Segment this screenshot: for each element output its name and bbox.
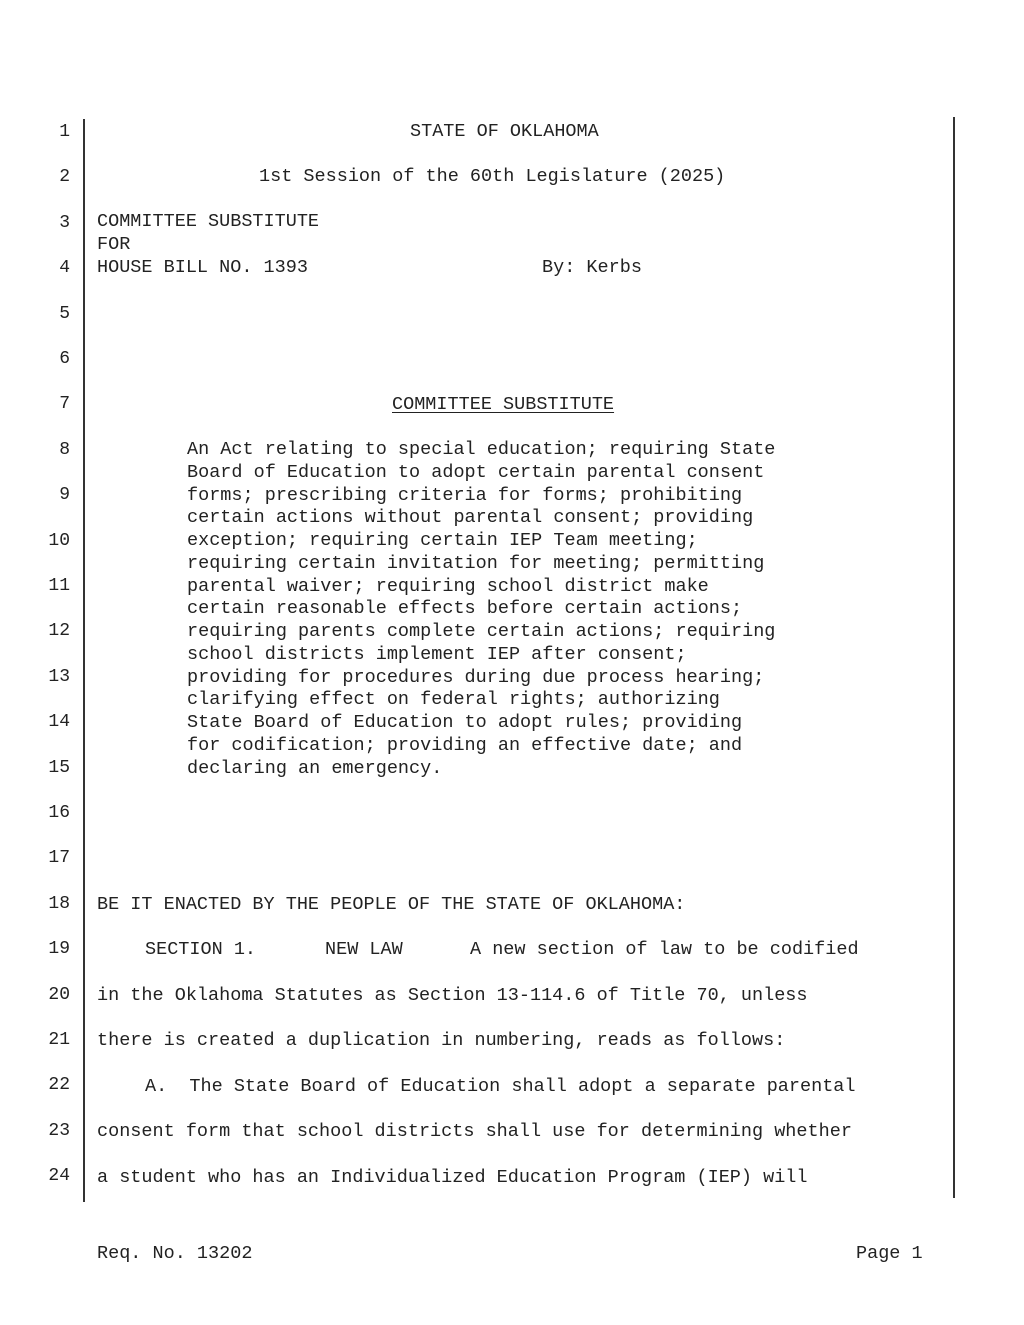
act-title-line: declaring an emergency. bbox=[187, 757, 443, 779]
committee-substitute-heading: COMMITTEE SUBSTITUTE bbox=[392, 394, 615, 415]
session-title: 1st Session of the 60th Legislature (2025) bbox=[259, 166, 726, 187]
section-line: A. The State Board of Education shall adopt a separate parental bbox=[145, 1076, 856, 1097]
section-type: NEW LAW bbox=[325, 939, 403, 960]
section-text-start: A new section of law to be codified bbox=[470, 939, 859, 960]
line-number: 13 bbox=[48, 666, 70, 687]
line-number: 15 bbox=[48, 757, 70, 778]
enacting-clause: BE IT ENACTED BY THE PEOPLE OF THE STATE OF OKLAHOMA: bbox=[97, 894, 686, 915]
line-number: 10 bbox=[48, 530, 70, 551]
line-number: 20 bbox=[48, 984, 70, 1005]
line-number: 12 bbox=[48, 621, 70, 642]
line-number: 16 bbox=[48, 803, 70, 823]
line-number: 18 bbox=[48, 893, 70, 914]
line-number: 8 bbox=[59, 439, 70, 460]
act-title-line: providing for procedures during due process hearing; bbox=[187, 666, 765, 688]
committee-substitute-label: COMMITTEE SUBSTITUTE bbox=[97, 211, 320, 232]
act-title-line: certain actions without parental consent; providing bbox=[187, 507, 754, 529]
section-line: a student who has an Individualized Education Program (IEP) will bbox=[97, 1167, 808, 1188]
line-number: 11 bbox=[48, 576, 70, 596]
act-title-line: parental waiver; requiring school district make bbox=[187, 575, 709, 597]
line-number: 23 bbox=[48, 1120, 70, 1141]
line-number: 17 bbox=[48, 848, 70, 869]
act-title-line: requiring certain invitation for meeting; permitting bbox=[187, 552, 765, 574]
line-number: 19 bbox=[48, 939, 70, 960]
line-number: 5 bbox=[59, 303, 70, 324]
line-number: 7 bbox=[59, 394, 70, 415]
state-title: STATE OF OKLAHOMA bbox=[410, 121, 599, 142]
line-number: 14 bbox=[48, 712, 70, 733]
line-number: 9 bbox=[59, 485, 70, 506]
act-title-line: An Act relating to special education; requiring State bbox=[187, 439, 776, 460]
act-title-line: forms; prescribing criteria for forms; prohibiting bbox=[187, 484, 743, 506]
line-number: 6 bbox=[59, 349, 70, 369]
bill-number: HOUSE BILL NO. 1393 bbox=[97, 257, 308, 278]
act-title-line: Board of Education to adopt certain parental consent bbox=[187, 461, 765, 483]
page-number: Page 1 bbox=[856, 1243, 923, 1264]
act-title-line: for codification; providing an effective date; and bbox=[187, 734, 743, 756]
act-title-line: requiring parents complete certain actions; requiring bbox=[187, 621, 776, 642]
right-margin-rule bbox=[953, 117, 955, 1198]
line-number: 3 bbox=[59, 212, 70, 233]
section-label: SECTION 1. bbox=[145, 939, 257, 960]
act-title-line: State Board of Education to adopt rules; providing bbox=[187, 712, 743, 733]
act-title-line: clarifying effect on federal rights; authorizing bbox=[187, 689, 720, 711]
request-number: Req. No. 13202 bbox=[97, 1243, 253, 1264]
section-line: in the Oklahoma Statutes as Section 13-114.6 of Title 70, unless bbox=[97, 985, 808, 1006]
act-title-line: exception; requiring certain IEP Team meeting; bbox=[187, 530, 698, 551]
for-label: FOR bbox=[97, 234, 131, 255]
line-number: 22 bbox=[48, 1075, 70, 1096]
bill-author: By: Kerbs bbox=[542, 257, 642, 278]
section-line: there is created a duplication in numbering, reads as follows: bbox=[97, 1030, 786, 1051]
line-number: 1 bbox=[59, 122, 70, 142]
act-title-line: certain reasonable effects before certain actions; bbox=[187, 598, 743, 620]
line-number: 24 bbox=[48, 1166, 70, 1187]
line-number: 21 bbox=[48, 1030, 70, 1050]
section-line: consent form that school districts shall use for determining whether bbox=[97, 1121, 852, 1142]
left-margin-rule bbox=[83, 119, 85, 1202]
line-number: 2 bbox=[59, 167, 70, 188]
act-title-line: school districts implement IEP after consent; bbox=[187, 643, 687, 665]
line-number: 4 bbox=[59, 258, 70, 279]
